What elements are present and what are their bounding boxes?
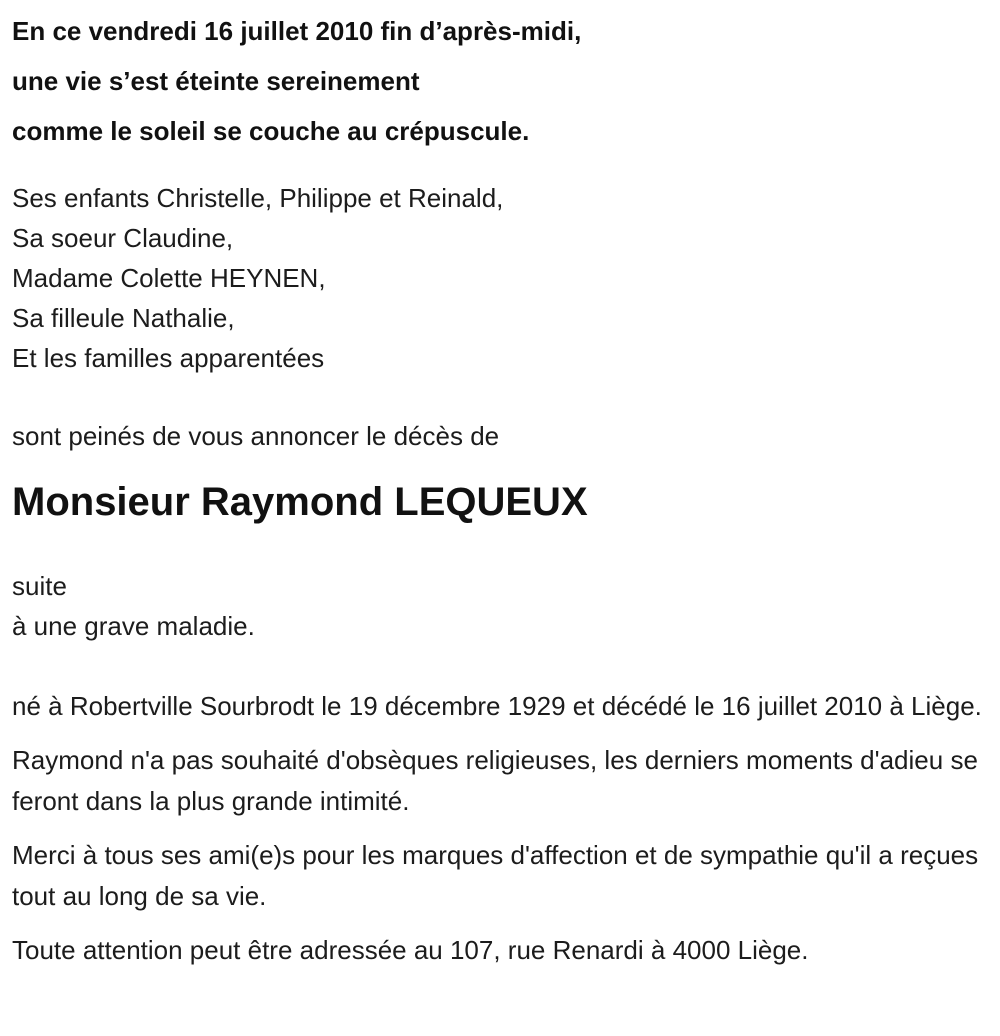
intro-line-1: En ce vendredi 16 juillet 2010 fin d’après-midi, [12,16,582,46]
detail-birth-death: né à Robertville Sourbrodt le 19 décembre 1929 et décédé le 16 juillet 2010 à Liège. [12,691,982,721]
family-line-sister: Sa soeur Claudine, [12,223,234,253]
family-line-goddaughter: Sa filleule Nathalie, [12,303,235,333]
family-line-related-families: Et les familles apparentées [12,343,325,373]
cause-line-2: à une grave maladie. [12,611,255,641]
family-line-children: Ses enfants Christelle, Philippe et Reinald, [12,183,504,213]
intro-line-3: comme le soleil se couche au crépuscule. [12,116,530,146]
cause-section [12,566,982,646]
details-section [12,686,982,971]
detail-thanks: Merci à tous ses ami(e)s pour les marques d'affection et de sympathie qu'il a reçues tout au long de sa vie. [12,840,979,911]
detail-no-religious-service: Raymond n'a pas souhaité d'obsèques religieuses, les derniers moments d'adieu se feront dans la plus grande intimité. [12,745,978,816]
announcement-sentence: sont peinés de vous annoncer le décès de [12,421,500,451]
family-line-madame: Madame Colette HEYNEN, [12,263,326,293]
family-section [12,178,982,378]
intro-section [12,12,982,150]
detail-address: Toute attention peut être adressée au 107, rue Renardi à 4000 Liège. [12,935,809,965]
deceased-name-heading: Monsieur Raymond LEQUEUX [12,480,588,524]
cause-line-1: suite [12,571,67,601]
intro-line-2: une vie s’est éteinte sereinement [12,66,420,96]
